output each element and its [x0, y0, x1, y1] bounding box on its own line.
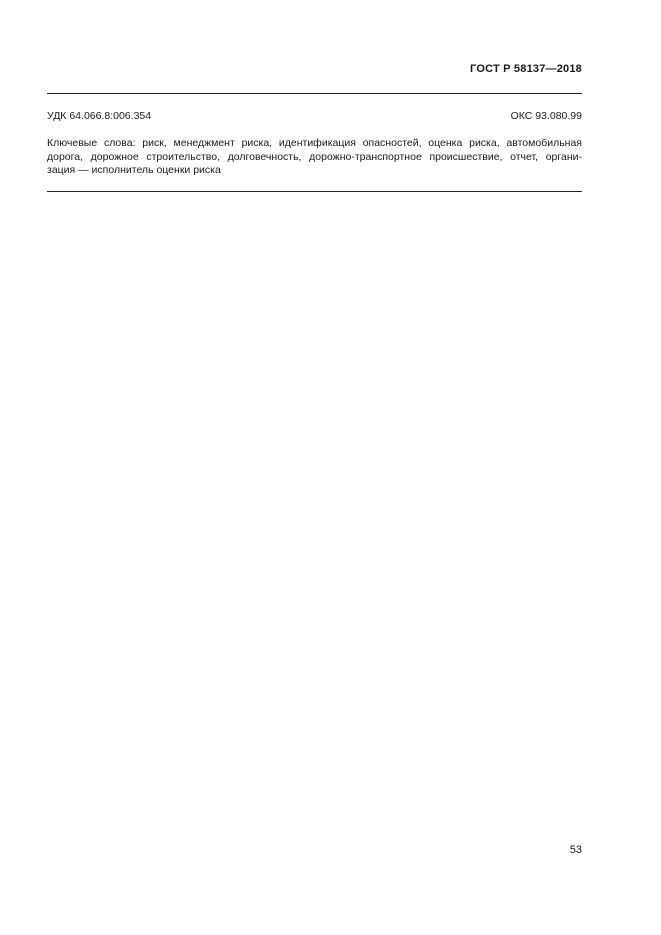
- keywords-line: зация — исполнитель оценки риска: [47, 164, 221, 176]
- standard-code: ГОСТ Р 58137—2018: [470, 63, 582, 75]
- page-number: 53: [569, 844, 582, 856]
- keywords-line: Ключевые слова: риск, менеджмент риска, идентификация опасностей, оценка риска, автомобильная: [47, 137, 582, 149]
- udk-code: УДК 64.066.8:006.354: [47, 110, 152, 122]
- top-divider: [47, 93, 582, 94]
- keywords-line: дорога, дорожное строительство, долговечность, дорожно-транспортное происшествие, отчет, органи-: [47, 150, 582, 163]
- oks-code: ОКС 93.080.99: [510, 110, 582, 122]
- bottom-divider: [47, 191, 582, 192]
- keywords-block: [47, 137, 582, 178]
